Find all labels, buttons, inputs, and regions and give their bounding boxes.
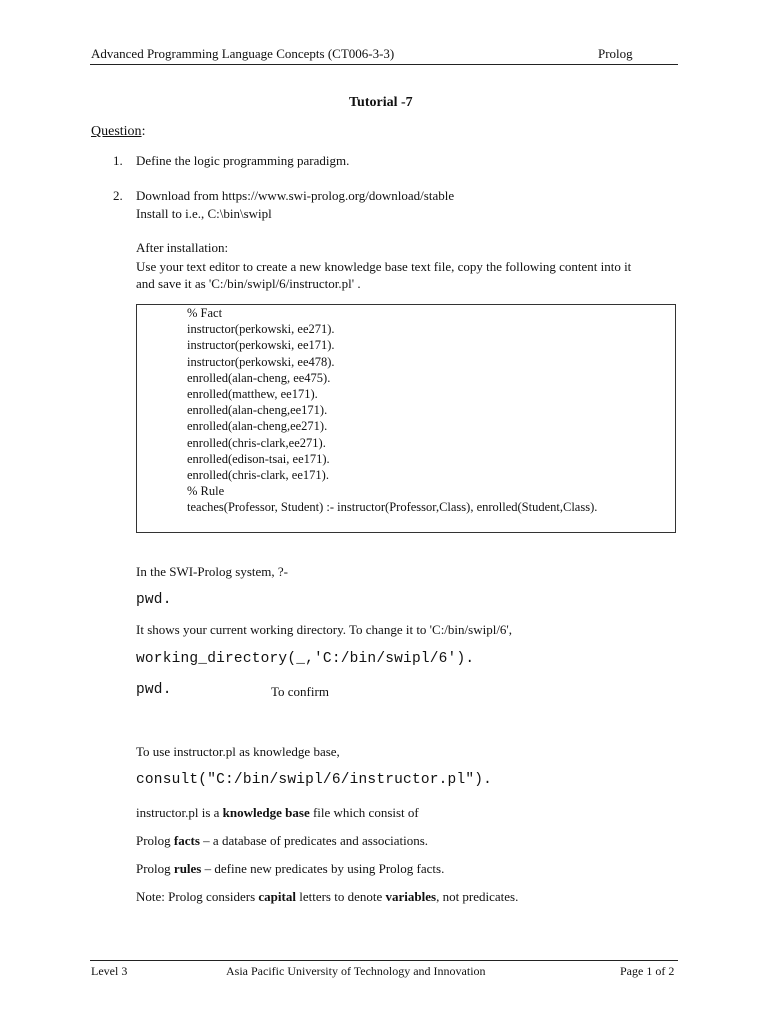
to-confirm-text: To confirm — [271, 684, 329, 699]
header-course-title: Advanced Programming Language Concepts (CT006-3-3) — [91, 46, 395, 61]
code-line: instructor(perkowski, ee478). — [187, 354, 335, 369]
code-line: enrolled(alan-cheng,ee171). — [187, 403, 328, 418]
facts-pre: Prolog — [136, 833, 174, 848]
item-2-install: Install to i.e., C:\bin\swipl — [136, 206, 272, 221]
item-2-download: Download from https://www.swi-prolog.org/download/stable — [136, 188, 455, 203]
code-line: % Fact — [187, 306, 223, 320]
swi-system-text: In the SWI-Prolog system, ?- — [136, 564, 289, 579]
rules-post: – define new predicates by using Prolog facts. — [201, 861, 445, 876]
editor-instruction-2: and save it as 'C:/bin/swipl/6/instructor.pl' . — [136, 276, 361, 291]
rules-bold: rules — [173, 861, 202, 876]
code-line: instructor(perkowski, ee271). — [187, 322, 335, 337]
facts-bold: facts — [173, 833, 200, 848]
code-line: enrolled(alan-cheng, ee475). — [187, 370, 331, 385]
kb-post: file which consist of — [309, 805, 419, 820]
facts-post: – a database of predicates and associations. — [199, 833, 429, 848]
footer-page-number: Page 1 of 2 — [620, 964, 675, 978]
question-heading — [91, 124, 145, 140]
rules-description — [136, 861, 444, 877]
question-colon: : — [141, 124, 146, 139]
code-line: enrolled(chris-clark,ee271). — [187, 435, 326, 450]
use-kb-text: To use instructor.pl as knowledge base, — [136, 744, 340, 759]
footer-divider — [90, 960, 678, 961]
header-topic: Prolog — [598, 46, 633, 61]
note-bold-variables: variables — [385, 889, 437, 904]
pwd-command: pwd. — [136, 592, 172, 608]
note-mid: letters to denote — [295, 889, 386, 904]
kb-pre: instructor.pl is a — [136, 805, 223, 820]
note-post: , not predicates. — [436, 889, 519, 904]
consult-command: consult("C:/bin/swipl/6/instructor.pl"). — [136, 772, 493, 788]
editor-instruction-1: Use your text editor to create a new knowledge base text file, copy the following content into it — [136, 259, 632, 274]
current-dir-text: It shows your current working directory. To change it to 'C:/bin/swipl/6', — [136, 622, 513, 637]
rules-pre: Prolog — [136, 861, 174, 876]
note-pre: Note: Prolog considers — [136, 889, 259, 904]
after-installation: After installation: — [136, 240, 229, 255]
knowledge-base-code — [187, 305, 597, 516]
footer-level: Level 3 — [91, 964, 128, 978]
facts-description — [136, 833, 428, 849]
code-line: instructor(perkowski, ee171). — [187, 338, 335, 353]
item-1-number: 1. — [113, 153, 123, 168]
code-line: enrolled(matthew, ee171). — [187, 387, 318, 402]
header-divider — [90, 64, 678, 65]
code-line: % Rule — [187, 484, 225, 499]
item-2-number: 2. — [113, 188, 123, 203]
code-line: enrolled(edison-tsai, ee171). — [187, 451, 330, 466]
note-bold-capital: capital — [258, 889, 296, 904]
pwd-command-confirm: pwd. — [136, 682, 172, 698]
working-directory-command: working_directory(_,'C:/bin/swipl/6'). — [136, 651, 475, 667]
kb-bold: knowledge base — [222, 805, 310, 820]
question-label: Question — [91, 124, 142, 139]
kb-description — [136, 805, 419, 821]
code-line: enrolled(chris-clark, ee171). — [187, 468, 329, 483]
code-line: teaches(Professor, Student) :- instructor(Professor,Class), enrolled(Student,Class). — [187, 500, 598, 515]
item-1-text: Define the logic programming paradigm. — [136, 153, 350, 168]
note-text — [136, 889, 518, 905]
page-title: Tutorial -7 — [349, 95, 413, 110]
code-line: enrolled(alan-cheng,ee271). — [187, 419, 328, 434]
footer-university: Asia Pacific University of Technology and Innovation — [226, 964, 486, 978]
